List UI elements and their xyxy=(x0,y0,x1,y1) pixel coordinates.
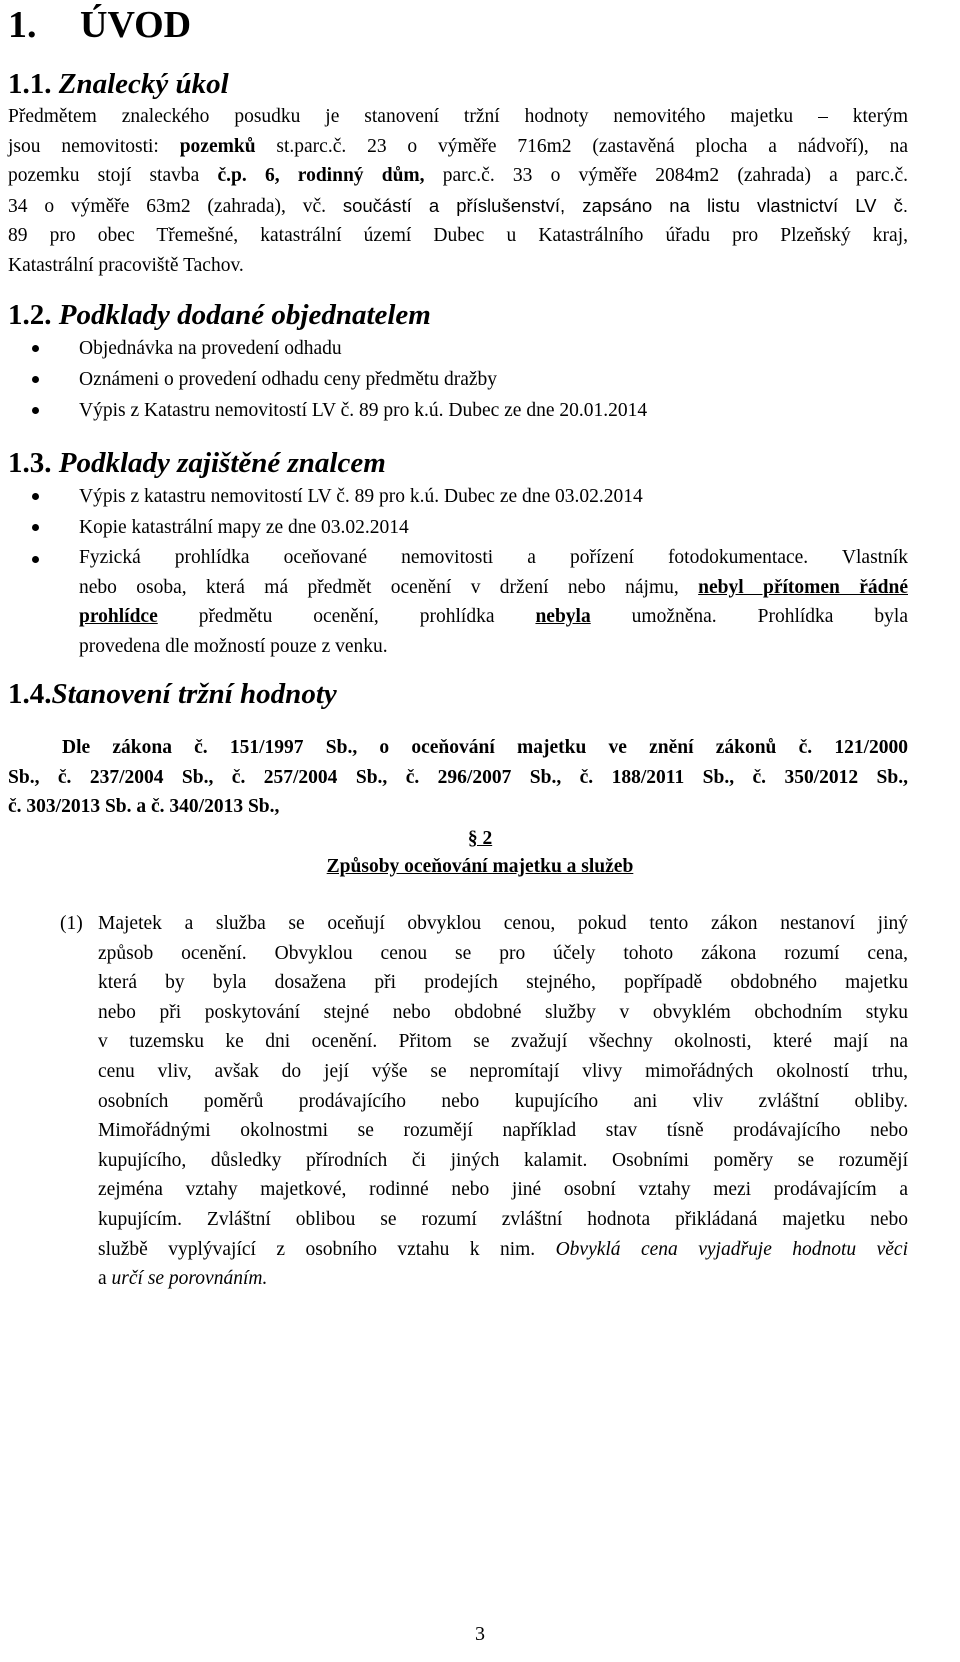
section-heading-1-4 xyxy=(8,676,337,712)
text-run: nebo osoba, která má předmět ocenění v držení nebo nájmu, xyxy=(79,576,699,598)
page-number: 3 xyxy=(475,1623,485,1645)
section-title: Podklady dodané objednatelem xyxy=(58,299,431,331)
text-line: osobních poměrů prodávajícího nebo kupujícího ani vliv zvláštní obliby. xyxy=(98,1090,908,1112)
text-line xyxy=(8,251,908,281)
list-item xyxy=(0,481,960,512)
text-run: a xyxy=(98,1268,112,1290)
section-mark-title-text: Způsoby oceňování majetku a služeb xyxy=(326,856,634,877)
section-mark-title xyxy=(0,852,960,881)
text-line: kupujícím. Zvláštní oblibou se rozumí zvláštní hodnota přikládaná majetku nebo xyxy=(98,1208,908,1230)
text-line xyxy=(8,102,908,132)
text-line: Fyzická prohlídka oceňované nemovitosti a pořízení fotodokumentace. Vlastník xyxy=(79,547,908,568)
text-run: st.parc.č. 23 o výměře 716m2 (zastavěná plocha a nádvoří), na xyxy=(255,135,908,157)
bullet-icon xyxy=(32,493,39,500)
bullet-icon xyxy=(32,376,39,383)
list-item-text: Výpis z Katastru nemovitostí LV č. 89 pro k.ú. Dubec ze dne 20.01.2014 xyxy=(79,400,648,421)
text-run: 34 o výměře 63m2 (zahrada), vč. xyxy=(8,195,343,217)
bold-underlined-run: prohlídce xyxy=(79,606,158,628)
list-item xyxy=(0,512,960,543)
bullet-icon xyxy=(32,556,39,563)
text-line: Dle zákona č. 151/1997 Sb., o oceňování majetku ve znění zákonů č. 121/2000 xyxy=(62,737,908,758)
bullet-icon xyxy=(32,345,39,352)
client-documents-list xyxy=(0,333,960,426)
bold-underlined-run: nebyla xyxy=(535,606,591,628)
list-item-text: Kopie katastrální mapy ze dne 03.02.2014 xyxy=(79,517,409,538)
text-line: která by byla dosažena při prodejích stejného, popřípadě obdobného majetku xyxy=(98,972,908,994)
text-line xyxy=(98,1235,908,1265)
text-line xyxy=(79,602,908,632)
text-line: cenu vliv, avšak do její výše se nepromítají vlivy mimořádných okolností trhu, xyxy=(98,1060,908,1082)
text-run: službě vyplývající z osobního vztahu k nim. xyxy=(98,1238,556,1260)
text-line: Sb., č. 237/2004 Sb., č. 257/2004 Sb., č. 296/2007 Sb., č. 188/2011 Sb., č. 350/2012 Sb., xyxy=(8,766,908,788)
text-line: kupujícího, důsledky přírodních či jiných kalamit. Osobními poměry se rozumějí xyxy=(98,1149,908,1171)
text-line: v tuzemsku ke dni ocenění. Přitom se zvažují všechny okolnosti, které mají na xyxy=(98,1031,908,1053)
list-item-text: Oznámeni o provedení odhadu ceny předmětu dražby xyxy=(79,369,498,390)
paragraph-body xyxy=(98,909,908,1294)
text-line xyxy=(79,573,908,603)
section-title: Stanovení tržní hodnoty xyxy=(51,678,337,710)
expert-documents-list xyxy=(0,481,960,543)
text-line: provedena dle možností pouze z venku. xyxy=(79,635,388,657)
text-run: Předmětem znaleckého posudku je stanovení tržní hodnoty nemovitého majetku – kterým xyxy=(8,106,908,127)
task-paragraph xyxy=(8,102,908,281)
list-item xyxy=(0,364,960,395)
list-item-text: Objednávka na provedení odhadu xyxy=(79,338,342,359)
text-run: parc.č. 33 o výměře 2084m2 (zahrada) a parc.č. xyxy=(424,165,908,187)
section-mark-text: § 2 xyxy=(467,828,493,849)
text-line xyxy=(8,161,908,191)
text-line: Mimořádnými okolnostmi se rozumějí například stav tísně prodávajícího nebo xyxy=(98,1120,908,1142)
text-line: Majetek a služba se oceňují obvyklou cenou, pokud tento zákon nestanoví jiný xyxy=(98,913,908,934)
text-run: jsou nemovitosti: xyxy=(8,135,180,157)
text-line: č. 303/2013 Sb. a č. 340/2013 Sb., xyxy=(8,796,280,818)
bullet-icon xyxy=(32,524,39,531)
section-number: 1.1. xyxy=(8,68,52,100)
section-mark xyxy=(0,824,960,853)
bold-run: pozemků xyxy=(179,135,256,157)
list-item-text: Výpis z katastru nemovitostí LV č. 89 pro k.ú. Dubec ze dne 03.02.2014 xyxy=(79,486,643,507)
law-reference xyxy=(8,733,908,822)
text-line xyxy=(98,1264,908,1294)
text-run: pozemku stojí stavba xyxy=(8,165,218,187)
paragraph-marker: (1) xyxy=(60,913,83,934)
text-run: Katastrální pracoviště Tachov. xyxy=(8,254,244,276)
text-run: umožněna. Prohlídka byla xyxy=(590,606,908,628)
sans-run: součástí a příslušenství, zapsáno na listu vlastnictví LV č. xyxy=(342,194,908,216)
text-line xyxy=(8,221,908,251)
bold-run: č.p. 6, rodinný dům, xyxy=(217,165,425,187)
section-number: 1.2. xyxy=(8,299,52,331)
section-number: 1.3. xyxy=(8,447,52,479)
text-line: zejména vztahy majetkové, rodinné nebo jiné osobní vztahy mezi prodávajícím a xyxy=(98,1179,908,1201)
text-line: způsob ocenění. Obvyklou cenou se pro účely tohoto zákona rozumí cena, xyxy=(98,942,908,964)
list-item xyxy=(0,395,960,426)
text-line: nebo při poskytování stejné nebo obdobné služby v obvyklém obchodním styku xyxy=(98,1001,908,1023)
section-heading-1-2 xyxy=(8,297,431,333)
italic-run: Obvyklá cena vyjadřuje hodnotu věci xyxy=(555,1238,908,1260)
text-run: 89 pro obec Třemešné, katastrální území Dubec u Katastrálního úřadu pro Plzeňský kraj, xyxy=(8,225,908,247)
section-title: Znalecký úkol xyxy=(58,68,229,100)
section-heading-1-3 xyxy=(8,445,386,481)
section-title: Podklady zajištěné znalcem xyxy=(58,447,386,479)
bold-underlined-run: nebyl přítomen řádné xyxy=(698,576,908,598)
italic-run: určí se porovnáním. xyxy=(111,1268,268,1290)
text-line xyxy=(8,191,908,222)
text-run: předmětu ocenění, prohlídka xyxy=(157,606,536,628)
chapter-number: 1. xyxy=(8,4,37,46)
chapter-title: ÚVOD xyxy=(80,4,192,46)
list-item xyxy=(0,333,960,364)
chapter-heading xyxy=(8,2,191,48)
bullet-icon xyxy=(32,407,39,414)
section-number: 1.4. xyxy=(8,678,52,710)
text-line xyxy=(8,132,908,162)
law-paragraph-1 xyxy=(60,909,908,1294)
inspection-item xyxy=(79,543,908,661)
section-heading-1-1 xyxy=(8,66,229,102)
